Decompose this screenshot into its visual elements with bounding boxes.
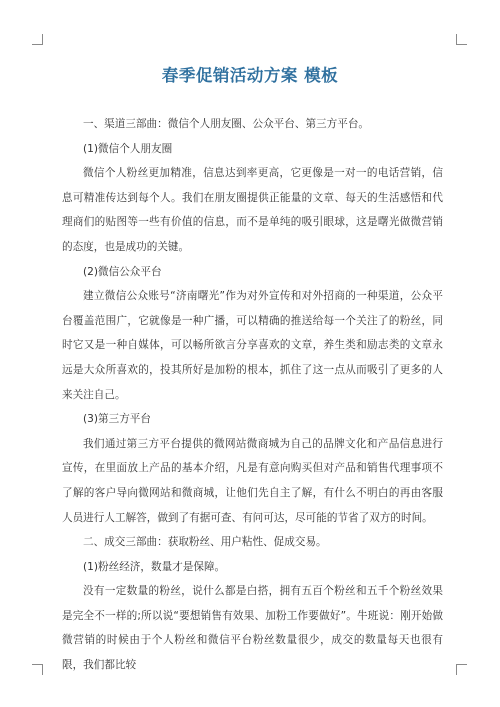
- document-title: 春季促销活动方案 模板: [161, 66, 339, 85]
- page-corner-mark-top-right: [456, 34, 467, 45]
- section-heading-channels: 一、渠道三部曲：微信个人朋友圈、公众平台、第三方平台。: [83, 118, 370, 130]
- page-corner-mark-bottom-right: [456, 664, 467, 675]
- paragraph-fan-economy: 没有一定数量的粉丝，说什么都是白搭，拥有五百个粉丝和五千个粉丝效果是完全不一样的;所以说“要想销售有效果、加粉工作要做好”。牛班说：刚开始做微营销的时候由于个人粉丝和微信平台粉丝数量很少，成交的数量每天也很有限，我们都比较: [62, 585, 443, 672]
- paragraph-official-account: 建立微信公众账号“济南曙光”作为对外宣传和对外招商的一种渠道，公众平台覆盖范围广，它就像是一种广播，可以精确的推送给每一个关注了的粉丝，同时它又是一种自媒体，可以畅所欲言分享喜欢的文章，养生类和励志类的文章永远是大众所喜欢的，投其所好是加粉的根本，抓住了这一点从而吸引了更多的人来关注自己。: [62, 290, 443, 401]
- page-corner-mark-top-left: [32, 34, 43, 45]
- section-heading-deals: 二、成交三部曲：获取粉丝、用户粘性、促成交易。: [83, 536, 327, 549]
- subheading-wechat-moments: (1)微信个人朋友圈: [83, 142, 173, 155]
- subheading-third-party: (3)第三方平台: [83, 413, 151, 426]
- subheading-official-account: (2)微信公众平台: [83, 265, 162, 278]
- page-corner-mark-bottom-left: [32, 664, 43, 675]
- paragraph-third-party: 我们通过第三方平台提供的微网站微商城为自己的品牌文化和产品信息进行宣传，在里面放上产品的基本介绍，凡是有意向购买但对产品和销售代理事项不了解的客户导向微网站和微商城，让他们先自主了解，有什么不明白的再由客服人员进行人工解答，做到了有据可查、有问可达，尽可能的节省了双方的时间。: [62, 437, 443, 524]
- subheading-fan-economy: (1)粉丝经济，数量才是保障。: [83, 560, 226, 573]
- paragraph-wechat-moments: 微信个人粉丝更加精准，信息达到率更高，它更像是一对一的电话营销，信息可精准传达到每个人。我们在朋友圈提供正能量的文章、每天的生活感悟和代理商们的贴图等一些有价值的信息，而不是单纯的吸引眼球，这是曙光做微营销的态度，也是成功的关键。: [62, 167, 443, 253]
- document-body: [62, 112, 443, 678]
